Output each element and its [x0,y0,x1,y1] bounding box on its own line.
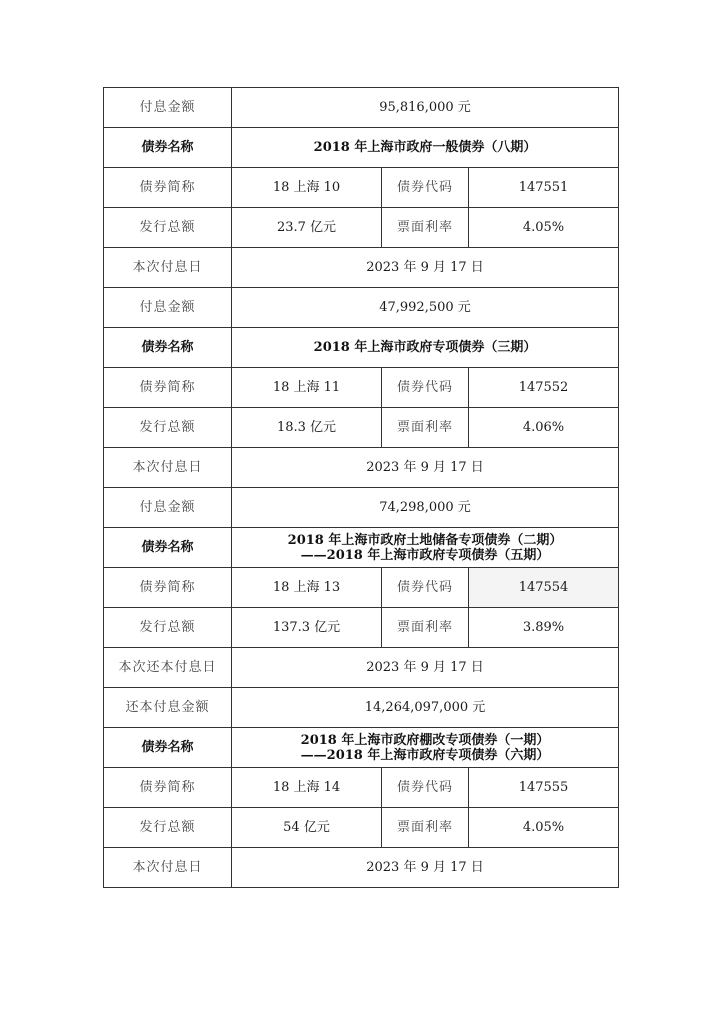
bond-name-label: 债券名称 [104,528,232,568]
table-row [104,448,619,488]
table-row [104,248,619,288]
table-row [104,728,619,768]
payment-date-value: 2023 年 9 月 17 日 [232,848,619,888]
bond-name-line1: 2018 年上海市政府棚改专项债券（一期） [300,732,550,748]
bond-code-label: 债券代码 [382,768,469,808]
bond-code-value: 147552 [469,368,619,408]
payment-date-label: 本次付息日 [104,448,232,488]
coupon-rate-value: 3.89% [469,608,619,648]
issue-total-label: 发行总额 [104,208,232,248]
table-row [104,408,619,448]
principal-interest-date-label: 本次还本付息日 [104,648,232,688]
bond-payment-table [103,87,619,888]
issue-total-value: 137.3 亿元 [232,608,382,648]
payment-date-value: 2023 年 9 月 17 日 [232,648,619,688]
payment-date-label: 本次付息日 [104,848,232,888]
table-row [104,648,619,688]
issue-total-label: 发行总额 [104,608,232,648]
coupon-rate-label: 票面利率 [382,608,469,648]
table-row [104,568,619,608]
table-row [104,208,619,248]
table-row [104,608,619,648]
bond-name-label: 债券名称 [104,728,232,768]
table-row [104,128,619,168]
table-row [104,488,619,528]
table-row [104,88,619,128]
bond-short-label: 债券简称 [104,368,232,408]
table-row [104,168,619,208]
bond-name-value [232,728,619,768]
bond-name-label: 债券名称 [104,328,232,368]
principal-interest-amount-label: 还本付息金额 [104,688,232,728]
bond-code-label: 债券代码 [382,368,469,408]
issue-total-value: 18.3 亿元 [232,408,382,448]
bond-name-value: 2018 年上海市政府一般债券（八期） [232,128,619,168]
payment-date-label: 本次付息日 [104,248,232,288]
bond-short-label: 债券简称 [104,568,232,608]
coupon-rate-label: 票面利率 [382,808,469,848]
coupon-rate-label: 票面利率 [382,208,469,248]
payment-date-value: 2023 年 9 月 17 日 [232,448,619,488]
bond-short-value: 18 上海 14 [232,768,382,808]
bond-short-value: 18 上海 10 [232,168,382,208]
bond-name-line2: ——2018 年上海市政府专项债券（六期） [300,747,550,763]
issue-total-label: 发行总额 [104,408,232,448]
interest-amount-label: 付息金额 [104,288,232,328]
coupon-rate-value: 4.05% [469,208,619,248]
bond-name-line1: 2018 年上海市政府土地储备专项债券（二期） [287,532,563,548]
interest-amount-value: 95,816,000 元 [232,88,619,128]
issue-total-label: 发行总额 [104,808,232,848]
bond-code-value: 147551 [469,168,619,208]
bond-short-label: 债券简称 [104,168,232,208]
bond-code-value: 147555 [469,768,619,808]
table-row [104,808,619,848]
table-row [104,768,619,808]
bond-name-value [232,528,619,568]
bond-name-value: 2018 年上海市政府专项债券（三期） [232,328,619,368]
table-row [104,328,619,368]
coupon-rate-label: 票面利率 [382,408,469,448]
bond-code-value: 147554 [469,568,619,608]
interest-amount-label: 付息金额 [104,488,232,528]
bond-short-value: 18 上海 13 [232,568,382,608]
bond-name-label: 债券名称 [104,128,232,168]
table-row [104,528,619,568]
coupon-rate-value: 4.06% [469,408,619,448]
issue-total-value: 23.7 亿元 [232,208,382,248]
table-row [104,688,619,728]
table-row [104,288,619,328]
bond-code-label: 债券代码 [382,168,469,208]
payment-date-value: 2023 年 9 月 17 日 [232,248,619,288]
bond-name-line2: ——2018 年上海市政府专项债券（五期） [300,547,550,563]
bond-short-value: 18 上海 11 [232,368,382,408]
coupon-rate-value: 4.05% [469,808,619,848]
issue-total-value: 54 亿元 [232,808,382,848]
interest-amount-value: 47,992,500 元 [232,288,619,328]
table-row [104,848,619,888]
interest-amount-label: 付息金额 [104,88,232,128]
interest-amount-value: 74,298,000 元 [232,488,619,528]
principal-interest-amount-value: 14,264,097,000 元 [232,688,619,728]
bond-short-label: 债券简称 [104,768,232,808]
table-row [104,368,619,408]
bond-code-label: 债券代码 [382,568,469,608]
